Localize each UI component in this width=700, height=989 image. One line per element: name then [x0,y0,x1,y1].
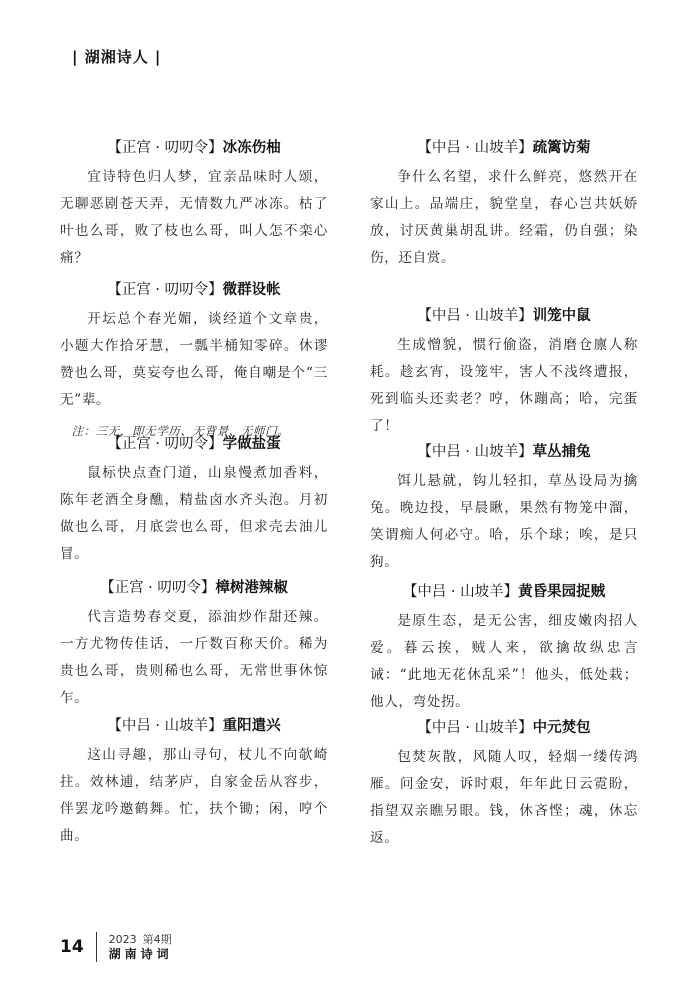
poem-title [370,442,638,462]
poem [60,716,328,850]
issue-number: 第4期 [142,932,172,946]
poem-body: 宜诗特色归人梦，宜亲品味时人颂，无聊恶剧苍天弄，无情数九严冰冻。枯了叶也么哥，败了枝也么哥，叫人怎不栾心痛？ [60,169,328,266]
poem-body: 开坛总个春光媚，谈经道个文章贵，小题大作拾牙慧，一瓢半桶知零碎。休谬赞也么哥，莫妄夸也么哥，俺自嘲是个“三无”辈。 [60,311,328,408]
issue-year: 2023 [108,932,137,946]
poem-tune: 【中吕 · 山坡羊】 [417,444,533,460]
poem-name: 黄昏果园捉贼 [518,583,606,600]
poem-body: 饵儿悬就，钩儿轻扣，草丛设局为擒兔。晚边投，早晨瞅，果然有物笼中溜，笑谓痴人何必守。哈，乐个球；唉，是只狗。 [370,473,638,570]
page-number: 14 [60,937,84,957]
poem-tune: 【正宫 · 叨叨令】 [107,140,223,156]
poem-tune: 【正宫 · 叨叨令】 [107,436,223,452]
poem-title [370,718,638,738]
poem-body: 代言造势春交夏，添油炒作甜还辣。一方尤物传佳话，一斤数百称天价。稀为贵也么哥，贵则稀也么哥，无常世事休惊乍。 [60,609,328,706]
poem-name: 冰冻伤柚 [222,139,281,156]
poem-tune: 【正宫 · 叨叨令】 [107,282,223,298]
poem-body: 是原生态，是无公害，细皮嫩肉招人爱。暮云挨，贼人来，欲擒故纵忠言诫：“此地无花休乱采”！他头，低处栽；他人，弯处拐。 [370,613,638,710]
poem-body: 这山寻趣，那山寻句，杖儿不向欹崎拄。效林逋，结茅庐，自家金岳从容步，伴罢龙吟邀鹤舞。忙，扶个锄；闲，哼个曲。 [60,747,328,844]
poem-tune: 【中吕 · 山坡羊】 [417,140,533,156]
poem-body: 鼠标快点查门道，山泉慢煮加香料，陈年老酒全身醮，精盐卤水齐头泡。月初做也么哥，月底尝也么哥，但求壳去油儿冒。 [60,465,328,562]
poem-title [60,716,328,736]
poem-tune: 【中吕 · 山坡羊】 [417,308,533,324]
poem-note: 注：三无，即无学历、无背景、无师门。 [71,424,290,438]
poem [370,306,638,440]
poem-name: 草丛捕兔 [532,443,591,460]
poem-title [370,306,638,326]
poem [60,138,328,272]
poem-name: 中元焚包 [532,719,591,736]
poem [370,582,638,716]
poem-name: 重阳遣兴 [222,717,281,734]
poem-name: 微群设帐 [222,281,281,298]
poem-title [60,138,328,158]
page-footer [60,932,173,962]
poem-body: 争什么名望，求什么鲜亮，悠然开在家山上。品端庄，貌堂皇，春心岂共妖娇放，讨厌黄巢胡乱讲。经霜，仍自强；染伤，还自赏。 [370,169,638,266]
poem-name: 学做盐蛋 [222,435,281,452]
poem [370,718,638,852]
poem-body: 包焚灰散，风随人叹，轻烟一缕传鸿雁。问金安，诉时艰，年年此日云霓盼，指望双亲瞧另眼。钱，休吝悭；魂，休忘返。 [370,749,638,846]
poem-title [60,578,328,598]
poem-tune: 【中吕 · 山坡羊】 [417,720,533,736]
poem-name: 训笼中鼠 [532,307,591,324]
footer-divider [96,932,97,962]
section-header: | 湖湘诗人 | [72,48,162,66]
poem [60,280,328,442]
poem-title [60,434,328,454]
poem-title [60,280,328,300]
poem-body: 生成憎貌，惯行偷盗，消磨仓廪人称耗。趁玄宵，设笼牢，害人不浅终遭报，死到临头还卖老？哼，休蹦高；哈，完蛋了！ [370,337,638,434]
poem-tune: 【中吕 · 山坡羊】 [402,584,519,600]
poem [60,434,328,568]
poem-title [370,138,638,158]
poem-name: 疏篱访菊 [532,139,591,156]
poem-title [370,582,638,602]
poem [60,578,328,712]
poem [370,138,638,272]
issue-info [109,933,173,962]
poem-tune: 【中吕 · 山坡羊】 [107,718,223,734]
poem-name: 樟树港辣椒 [215,579,288,596]
poem [370,442,638,576]
poem-tune: 【正宫 · 叨叨令】 [100,580,216,596]
issue-line [109,933,173,947]
magazine-name: 湖南诗词 [108,946,173,961]
